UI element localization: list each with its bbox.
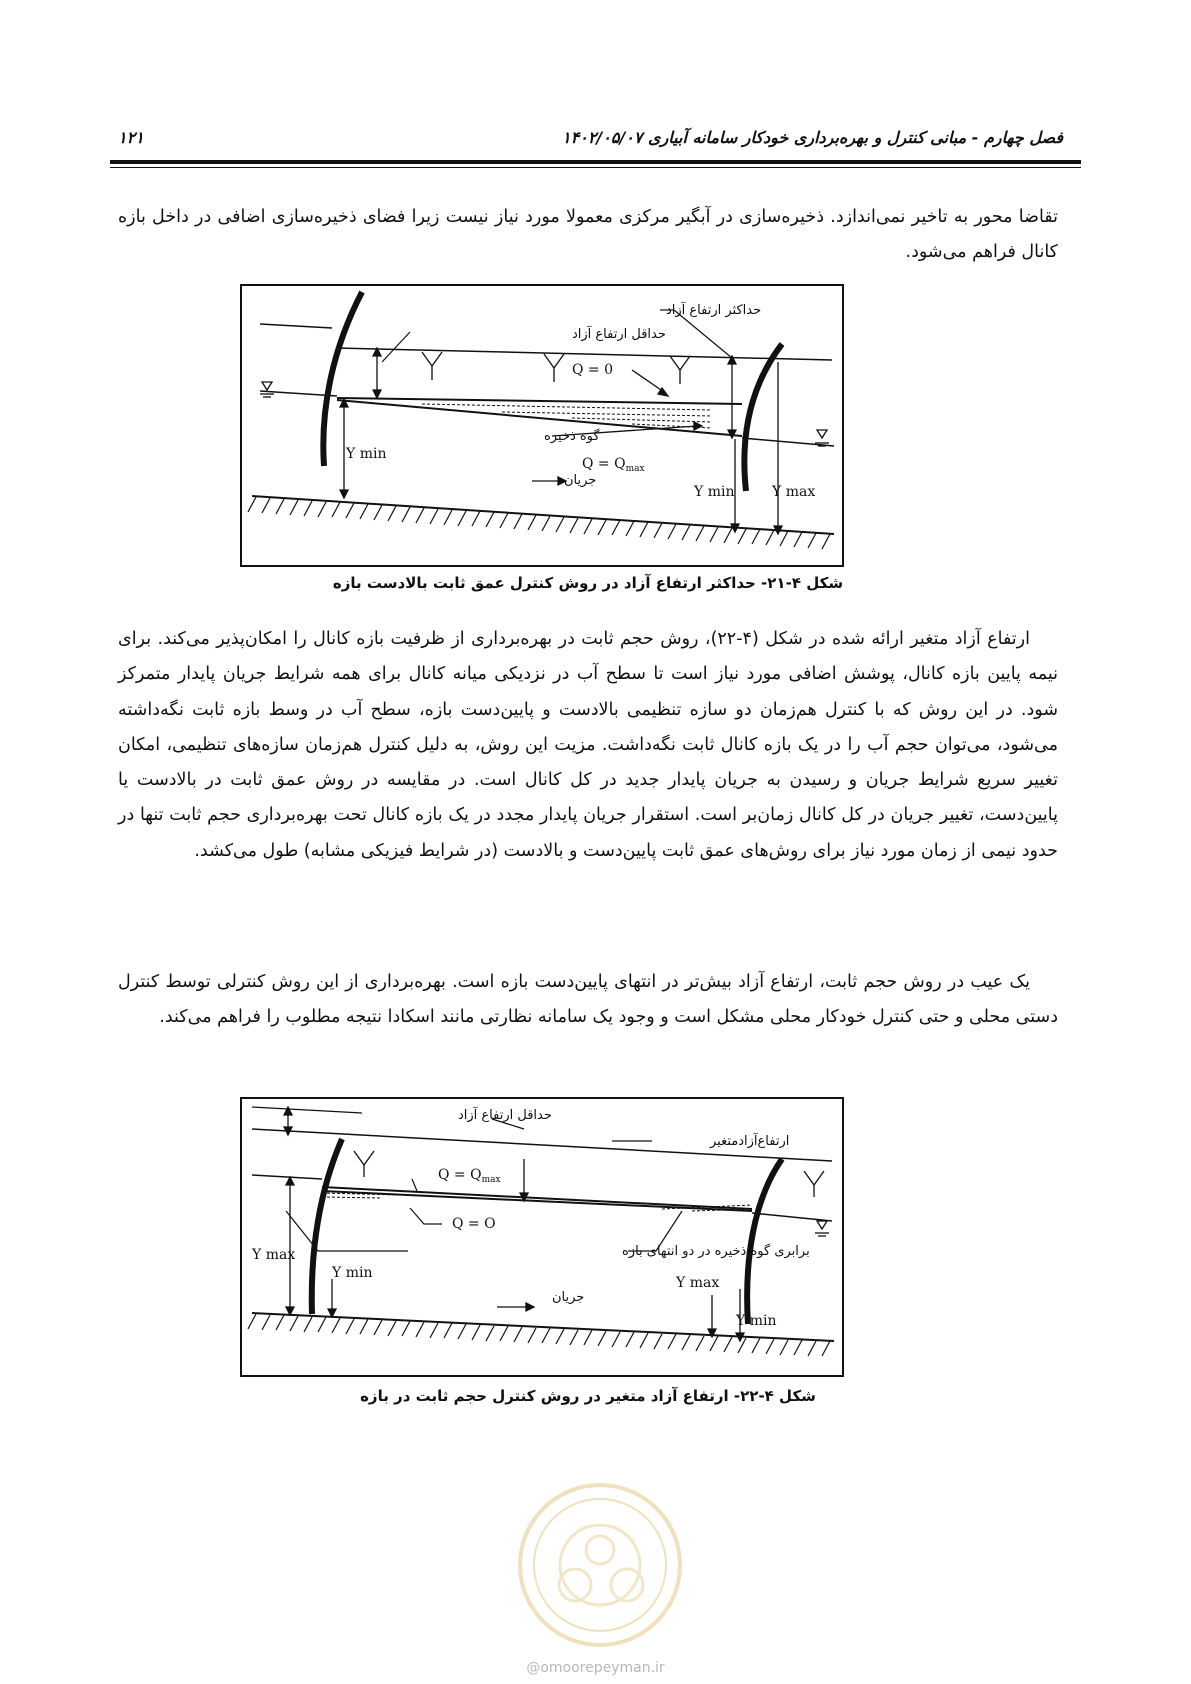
fig1-label-ymax-right: Y max [772,484,816,500]
figure-4-22-drawing [242,1099,842,1375]
fig2-label-equal-wedge: برابری گوه ذخیره در دو انتهای بازه [622,1244,810,1259]
page-number: ۱۲۱ [118,128,144,147]
fig2-label-qmax: Q = Q [438,1167,482,1183]
fig1-label-storage-wedge: گوه ذخیره [544,429,600,444]
fig2-label-ymax-right: Y max [676,1275,720,1291]
fig2-label-ymin-left: Y min [332,1265,373,1281]
svg-text:Q = Qmax [582,456,645,474]
header-rule-thick [110,160,1081,164]
fig1-label-ymin-left: Y min [346,446,387,462]
running-header-title: فصل چهارم - مبانی کنترل و بهره‌برداری خودکار سامانه آبیاری ۱۴۰۲/۰۵/۰۷ [562,128,1063,147]
fig2-label-ymin-right: Y min [736,1313,777,1329]
fig1-label-flow: جریان [564,473,597,488]
fig1-label-q-zero: Q = 0 [572,362,614,378]
fig2-label-qmax-sub: max [481,1175,501,1185]
fig1-label-qmax: Q = Q [582,456,626,472]
figure-4-22-caption: شکل ۴-۲۲- ارتفاع آزاد متغیر در روش کنترل حجم ثابت در بازه [360,1387,816,1405]
figure-4-21-drawing [242,286,842,565]
figure-4-21-caption: شکل ۴-۲۱- حداکثر ارتفاع آزاد در روش کنترل عمق ثابت بالادست بازه [332,574,844,592]
paragraph-3: یک عیب در روش حجم ثابت، ارتفاع آزاد بیش‌تر در انتهای پایین‌دست بازه است. بهره‌برداری از این روش کنترلی توسط کنترل دستی محلی و حتی کنترل خودکار محلی مشکل است و وجود یک سامانه نظارتی مانند اسکادا نتیجه مطلوب را فراهم می‌کند. [118,972,1058,1028]
footer-website: @omoorepeyman.ir [526,1660,665,1676]
fig1-label-ymin-right: Y min [694,484,735,500]
paragraph-2: ارتفاع آزاد متغیر ارائه شده در شکل (۴-۲۲)، روش حجم ثابت در بهره‌برداری از ظرفیت بازه کانال را امکان‌پذیر می‌کند. برای نیمه پایین بازه کانال، پوشش اضافی مورد نیاز است تا سطح آب در نزدیکی میانه کانال برای همه شرایط جریان پایدار متمرکز شود. در این روش که با کنترل هم‌زمان دو سازه تنظیمی بالادست و پایین‌دست بازه، سطح آب در وسط بازه ثابت نگه‌داشته می‌شود، می‌توان حجم آب را در یک بازه کانال ثابت نگه‌داشت. مزیت این روش، به دلیل کنترل هم‌زمان سازه‌های تنظیمی، امکان تغییر سریع شرایط جریان و رسیدن به جریان پایدار جدید در کل کانال است. در مقایسه در روش عمق ثابت در بالادست یا پایین‌دست، تغییر جریان در کل کانال زمان‌بر است. استقرار جریان پایدار مجدد در یک بازه کانال تحت بهره‌برداری حجم ثابت تنها در حدود نیمی از زمان مورد نیاز برای روش‌های عمق ثابت پایین‌دست و بالادست (در شرایط فیزیکی مشابه) طول می‌کشد. [118,629,1058,861]
fig2-label-ymax-left: Y max [252,1247,296,1263]
fig1-label-qmax-sub: max [625,464,645,474]
header-rule-thin [110,167,1081,168]
figure-4-22 [240,1097,844,1377]
publisher-seal-watermark [515,1480,685,1650]
fig2-label-variable-freeboard: ارتفاع‌آزادمتغیر [710,1134,790,1149]
svg-text:Q = Qmax [438,1167,501,1185]
fig2-label-flow: جریان [552,1290,585,1305]
fig1-label-min-freeboard: حداقل ارتفاع آزاد [572,327,666,342]
fig2-label-q-zero: Q = O [452,1216,496,1232]
figure-4-21 [240,284,844,567]
paragraph-1: تقاضا محور به تاخیر نمی‌اندازد. ذخیره‌سازی در آبگیر مرکزی معمولا مورد نیاز نیست زیرا فضای ذخیره‌سازی اضافی در داخل بازه کانال فراهم می‌شود. [118,207,1058,263]
fig2-label-min-freeboard: حداقل ارتفاع آزاد [458,1108,552,1123]
fig1-label-max-freeboard: حداکثر ارتفاع آزاد [666,303,762,318]
